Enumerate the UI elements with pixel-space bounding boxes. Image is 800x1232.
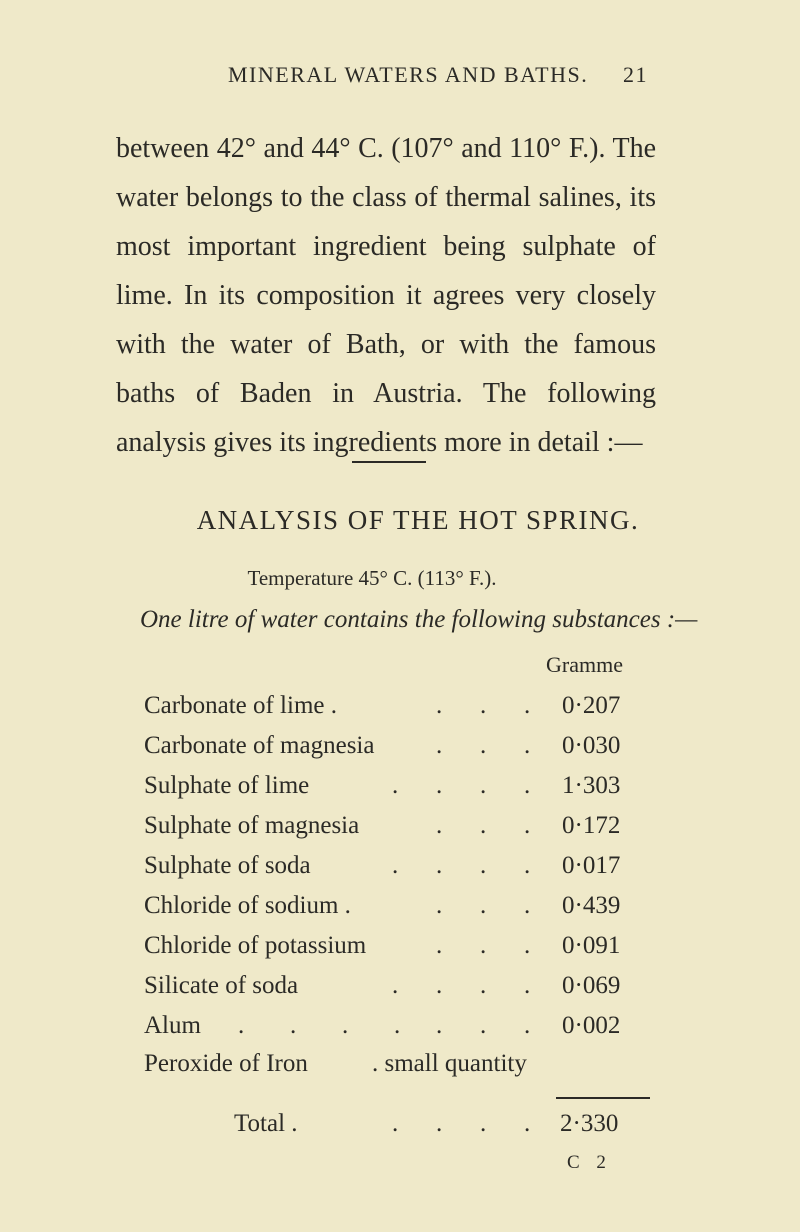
leader-dot: . xyxy=(524,892,531,919)
leader-dot: . xyxy=(480,732,487,759)
leader-dot: . xyxy=(524,772,531,799)
table-row-peroxide xyxy=(144,1050,644,1090)
ingredient-name: Sulphate of soda xyxy=(144,852,311,879)
unit-label: Gramme xyxy=(546,652,623,677)
leader-dot: . xyxy=(392,852,399,879)
leader-dot: . xyxy=(436,892,443,919)
leader-dot: . xyxy=(436,812,443,839)
running-title: MINERAL WATERS AND BATHS. xyxy=(228,62,589,87)
leader-dot: . xyxy=(436,772,443,799)
temperature-line: Temperature 45° C. (113° F.). xyxy=(247,566,497,590)
leader-dot: . xyxy=(394,1012,401,1039)
table-row xyxy=(144,852,644,892)
leader-dot: . xyxy=(436,732,443,759)
leader-dot: . xyxy=(392,972,399,999)
leader-dot: . xyxy=(480,692,487,719)
leader-dot: . xyxy=(480,892,487,919)
table-row xyxy=(144,892,644,932)
ingredient-value: 0·017 xyxy=(562,852,621,879)
leader-dot: . xyxy=(480,812,487,839)
table-row xyxy=(144,972,644,1012)
table-caption: One litre of water contains the following substances :— xyxy=(140,606,698,633)
ingredient-name: Peroxide of Iron xyxy=(144,1050,308,1077)
ingredient-value: 0·030 xyxy=(562,732,621,759)
table-row xyxy=(144,1012,644,1052)
ingredient-name: Chloride of potassium xyxy=(144,932,367,959)
table-row xyxy=(144,772,644,812)
ingredient-name: Chloride of sodium . xyxy=(144,892,351,919)
ingredient-name: Carbonate of lime . xyxy=(144,692,337,719)
ingredient-name: Alum xyxy=(144,1012,201,1039)
table-row xyxy=(144,692,644,732)
ingredient-note: . small quantity xyxy=(372,1050,527,1077)
ingredient-value: 0·439 xyxy=(562,892,621,919)
leader-dot: . xyxy=(524,692,531,719)
analysis-heading: ANALYSIS OF THE HOT SPRING. xyxy=(196,505,640,535)
total-value: 2·330 xyxy=(560,1110,619,1137)
total-label: Total . xyxy=(234,1110,298,1137)
table-row xyxy=(144,732,644,772)
leader-dot: . xyxy=(480,1012,487,1039)
leader-dot: . xyxy=(342,1012,349,1039)
leader-dot: . xyxy=(480,932,487,959)
table-row xyxy=(144,932,644,972)
leader-dot: . xyxy=(524,812,531,839)
ingredient-name: Sulphate of lime xyxy=(144,772,310,799)
leader-dot: . xyxy=(480,972,487,999)
ingredient-value: 0·207 xyxy=(562,692,621,719)
ingredient-name: Sulphate of magnesia xyxy=(144,812,360,839)
ingredient-value: 0·002 xyxy=(562,1012,621,1039)
leader-dot: . xyxy=(480,772,487,799)
section-divider xyxy=(352,461,426,463)
ingredient-value: 1·303 xyxy=(562,772,621,799)
leader-dot: . xyxy=(436,972,443,999)
ingredient-name: Silicate of soda xyxy=(144,972,299,999)
leader-dot: . xyxy=(480,852,487,879)
ingredient-value: 0·172 xyxy=(562,812,621,839)
leader-dot: . xyxy=(480,1110,487,1137)
leader-dot: . xyxy=(524,732,531,759)
ingredient-value: 0·091 xyxy=(562,932,621,959)
ingredient-value: 0·069 xyxy=(562,972,621,999)
leader-dot: . xyxy=(238,1012,245,1039)
leader-dot: . xyxy=(524,972,531,999)
leader-dot: . xyxy=(524,852,531,879)
leader-dot: . xyxy=(436,692,443,719)
leader-dot: . xyxy=(524,1110,531,1137)
page-number: 21 xyxy=(623,62,648,87)
total-rule xyxy=(556,1097,650,1099)
leader-dot: . xyxy=(524,932,531,959)
leader-dot: . xyxy=(392,772,399,799)
leader-dot: . xyxy=(392,1110,399,1137)
table-row xyxy=(144,812,644,852)
signature-mark: C 2 xyxy=(567,1152,612,1173)
body-paragraph: between 42° and 44° C. (107° and 110° F.). The water belongs to the class of thermal salines, its most important ingredient being sulphate of lime. In its composition it agrees very closely with the water of Bath, or with the famous baths of Baden in Austria. The following analysis gives its ingredients more in detail :— xyxy=(116,133,656,458)
ingredient-name: Carbonate of magnesia xyxy=(144,732,375,759)
leader-dot: . xyxy=(436,1110,443,1137)
leader-dot: . xyxy=(524,1012,531,1039)
leader-dot: . xyxy=(436,932,443,959)
leader-dot: . xyxy=(436,852,443,879)
leader-dot: . xyxy=(436,1012,443,1039)
leader-dot: . xyxy=(290,1012,297,1039)
